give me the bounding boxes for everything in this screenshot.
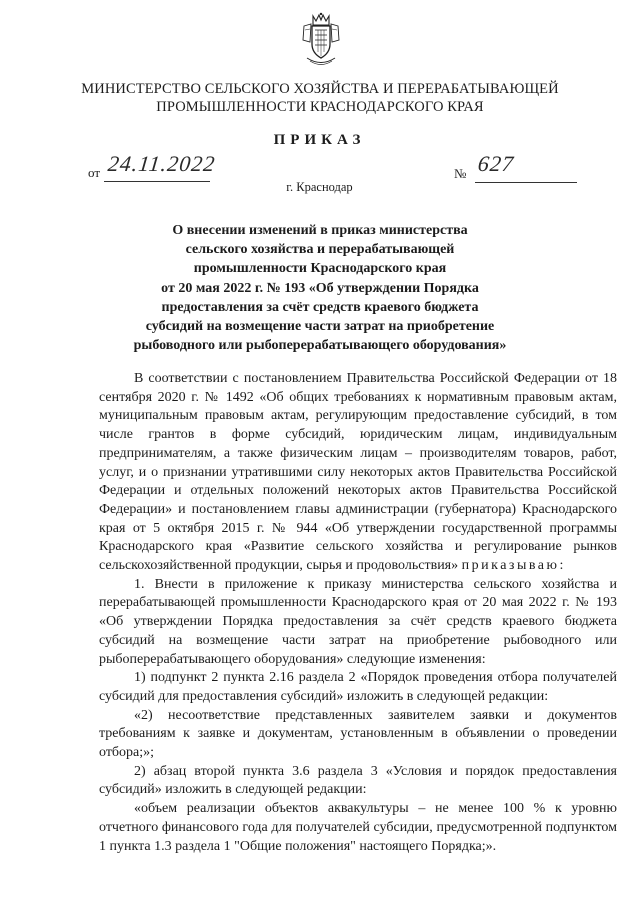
document-body bbox=[99, 370, 617, 856]
document-type: ПРИКАЗ bbox=[273, 132, 366, 148]
title-line: сельского хозяйства и перерабатывающей bbox=[185, 242, 455, 258]
paragraph-quote-2: «объем реализации объектов аквакультуры – не менее 100 % к уровню отчетного финансового года для получателей субсидии, предусмотренной подпунктом 1 пункта 1.3 раздела 1 "Общие положения" настоящего Порядка;». bbox=[99, 801, 617, 854]
number-value: 627 bbox=[476, 151, 516, 176]
date-value: 24.11.2022 bbox=[106, 151, 217, 176]
preamble-text: В соответствии с постановлением Правительства Российской Федерации от 18 сентября 2020 г. № 1492 «Об общих требованиях к нормативным правовым актам, муниципальным правовым актам, регулирующим предоставление субсидий, в том числе грантов в форме субсидий, юридическим лицам, индивидуальным предпринимателям, а также физическим лицам – производителям товаров, работ, услуг, и о признании утратившими силу некоторых актов Правительства Российской Федерации и отдельных положений некоторых актов Правительства Российской Федерации» и постановлением главы администрации (губернатора) Краснодарского края от 5 октября 2015 г. № 944 «Об утверждении государственной программы Краснодарского края «Развитие сельского хозяйства и регулирование рынков сельскохозяйственной продукции, сырья и продовольствия» bbox=[99, 371, 617, 574]
title-line: промышленности Краснодарского края bbox=[193, 261, 447, 277]
title-line: от 20 мая 2022 г. № 193 «Об утверждении Порядка bbox=[161, 280, 479, 296]
coat-of-arms-icon bbox=[301, 12, 341, 68]
ministry-line-2: ПРОМЫШЛЕННОСТИ КРАСНОДАРСКОГО КРАЯ bbox=[156, 99, 484, 115]
ministry-name bbox=[40, 80, 600, 116]
paragraph-subitem-1: 1) подпункт 2 пункта 2.16 раздела 2 «Порядок проведения отбора получателей субсидий для предоставления субсидий» изложить в следующей редакции: bbox=[99, 670, 617, 704]
document-title bbox=[95, 221, 545, 355]
date-prefix: от bbox=[88, 165, 101, 180]
command-word: приказываю: bbox=[461, 558, 566, 574]
title-line: субсидий на возмещение части затрат на приобретение bbox=[145, 319, 495, 335]
ministry-line-1: МИНИСТЕРСТВО СЕЛЬСКОГО ХОЗЯЙСТВА И ПЕРЕРАБАТЫВАЮЩЕЙ bbox=[81, 81, 559, 97]
title-line: предоставления за счёт средств краевого бюджета bbox=[161, 299, 479, 315]
number-prefix: № bbox=[454, 166, 467, 181]
paragraph-quote-1: «2) несоответствие представленных заявителем заявки и документов требованиям к заявке и документам, установленным в объявлении о проведении отбора;»; bbox=[99, 707, 617, 761]
paragraph-item-1: 1. Внести в приложение к приказу министерства сельского хозяйства и перерабатывающей промышленности Краснодарского края от 20 мая 2022 г. № 193 «Об утверждении Порядка предоставления за счёт средств краевого бюджета субсидий на возмещение части затрат на приобретение рыбоводного или рыбоперерабатывающего оборудования» следующие изменения: bbox=[99, 576, 617, 667]
title-line: О внесении изменений в приказ министерства bbox=[172, 223, 468, 238]
paragraph-preamble bbox=[99, 370, 617, 576]
city: г. Краснодар bbox=[286, 180, 353, 194]
title-line: рыбоводного или рыбоперерабатывающего оборудования» bbox=[133, 338, 507, 354]
paragraph-subitem-2: 2) абзац второй пункта 3.6 раздела 3 «Условия и порядок предоставления субсидий» изложить в следующей редакции: bbox=[99, 763, 617, 798]
